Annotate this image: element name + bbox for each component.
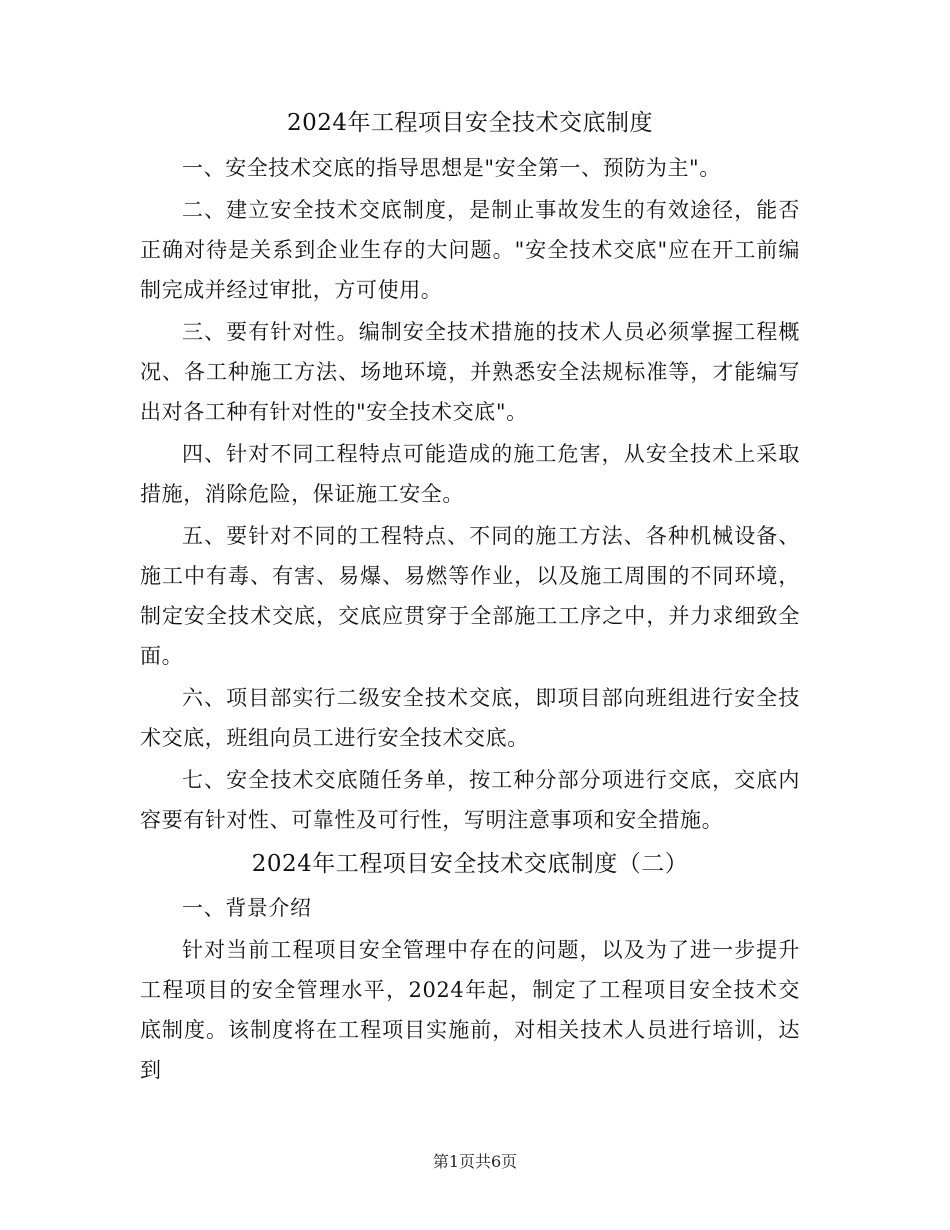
paragraph-1: 一、安全技术交底的指导思想是"安全第一、预防为主"。 [182, 156, 721, 180]
paragraph-2: 二、建立安全技术交底制度，是制止事故发生的有效途径，能否正确对待是关系到企业生存的大问题。"安全技术交底"应在开工前编制完成并经过审批，方可使用。 [140, 198, 800, 302]
section-paragraph: 针对当前工程项目安全管理中存在的问题，以及为了进一步提升工程项目的安全管理水平，2024年起，制定了工程项目安全技术交底制度。该制度将在工程项目实施前，对相关技术人员进行培训，达到 [140, 938, 800, 1082]
section-heading: 一、背景介绍 [182, 896, 312, 920]
page-number: 第1页共6页 [432, 1152, 518, 1171]
document-body [140, 100, 800, 1090]
paragraph-6: 六、项目部实行二级安全技术交底，即项目部向班组进行安全技术交底，班组向员工进行安全技术交底。 [140, 686, 800, 750]
document-title: 2024年工程项目安全技术交底制度 [286, 110, 654, 136]
paragraph-3: 三、要有针对性。编制安全技术措施的技术人员必须掌握工程概况、各工种施工方法、场地环境，并熟悉安全法规标准等，才能编写出对各工种有针对性的"安全技术交底"。 [140, 320, 800, 424]
paragraph-4: 四、针对不同工程特点可能造成的施工危害，从安全技术上采取措施，消除危险，保证施工安全。 [140, 442, 800, 506]
paragraph-7: 七、安全技术交底随任务单，按工种分部分项进行交底，交底内容要有针对性、可靠性及可行性，写明注意事项和安全措施。 [140, 768, 800, 832]
paragraph-5: 五、要针对不同的工程特点、不同的施工方法、各种机械设备、施工中有毒、有害、易爆、易燃等作业，以及施工周围的不同环境，制定安全技术交底，交底应贯穿于全部施工工序之中，并力求细致全面。 [140, 524, 800, 668]
document-subtitle: 2024年工程项目安全技术交底制度（二） [251, 851, 689, 877]
